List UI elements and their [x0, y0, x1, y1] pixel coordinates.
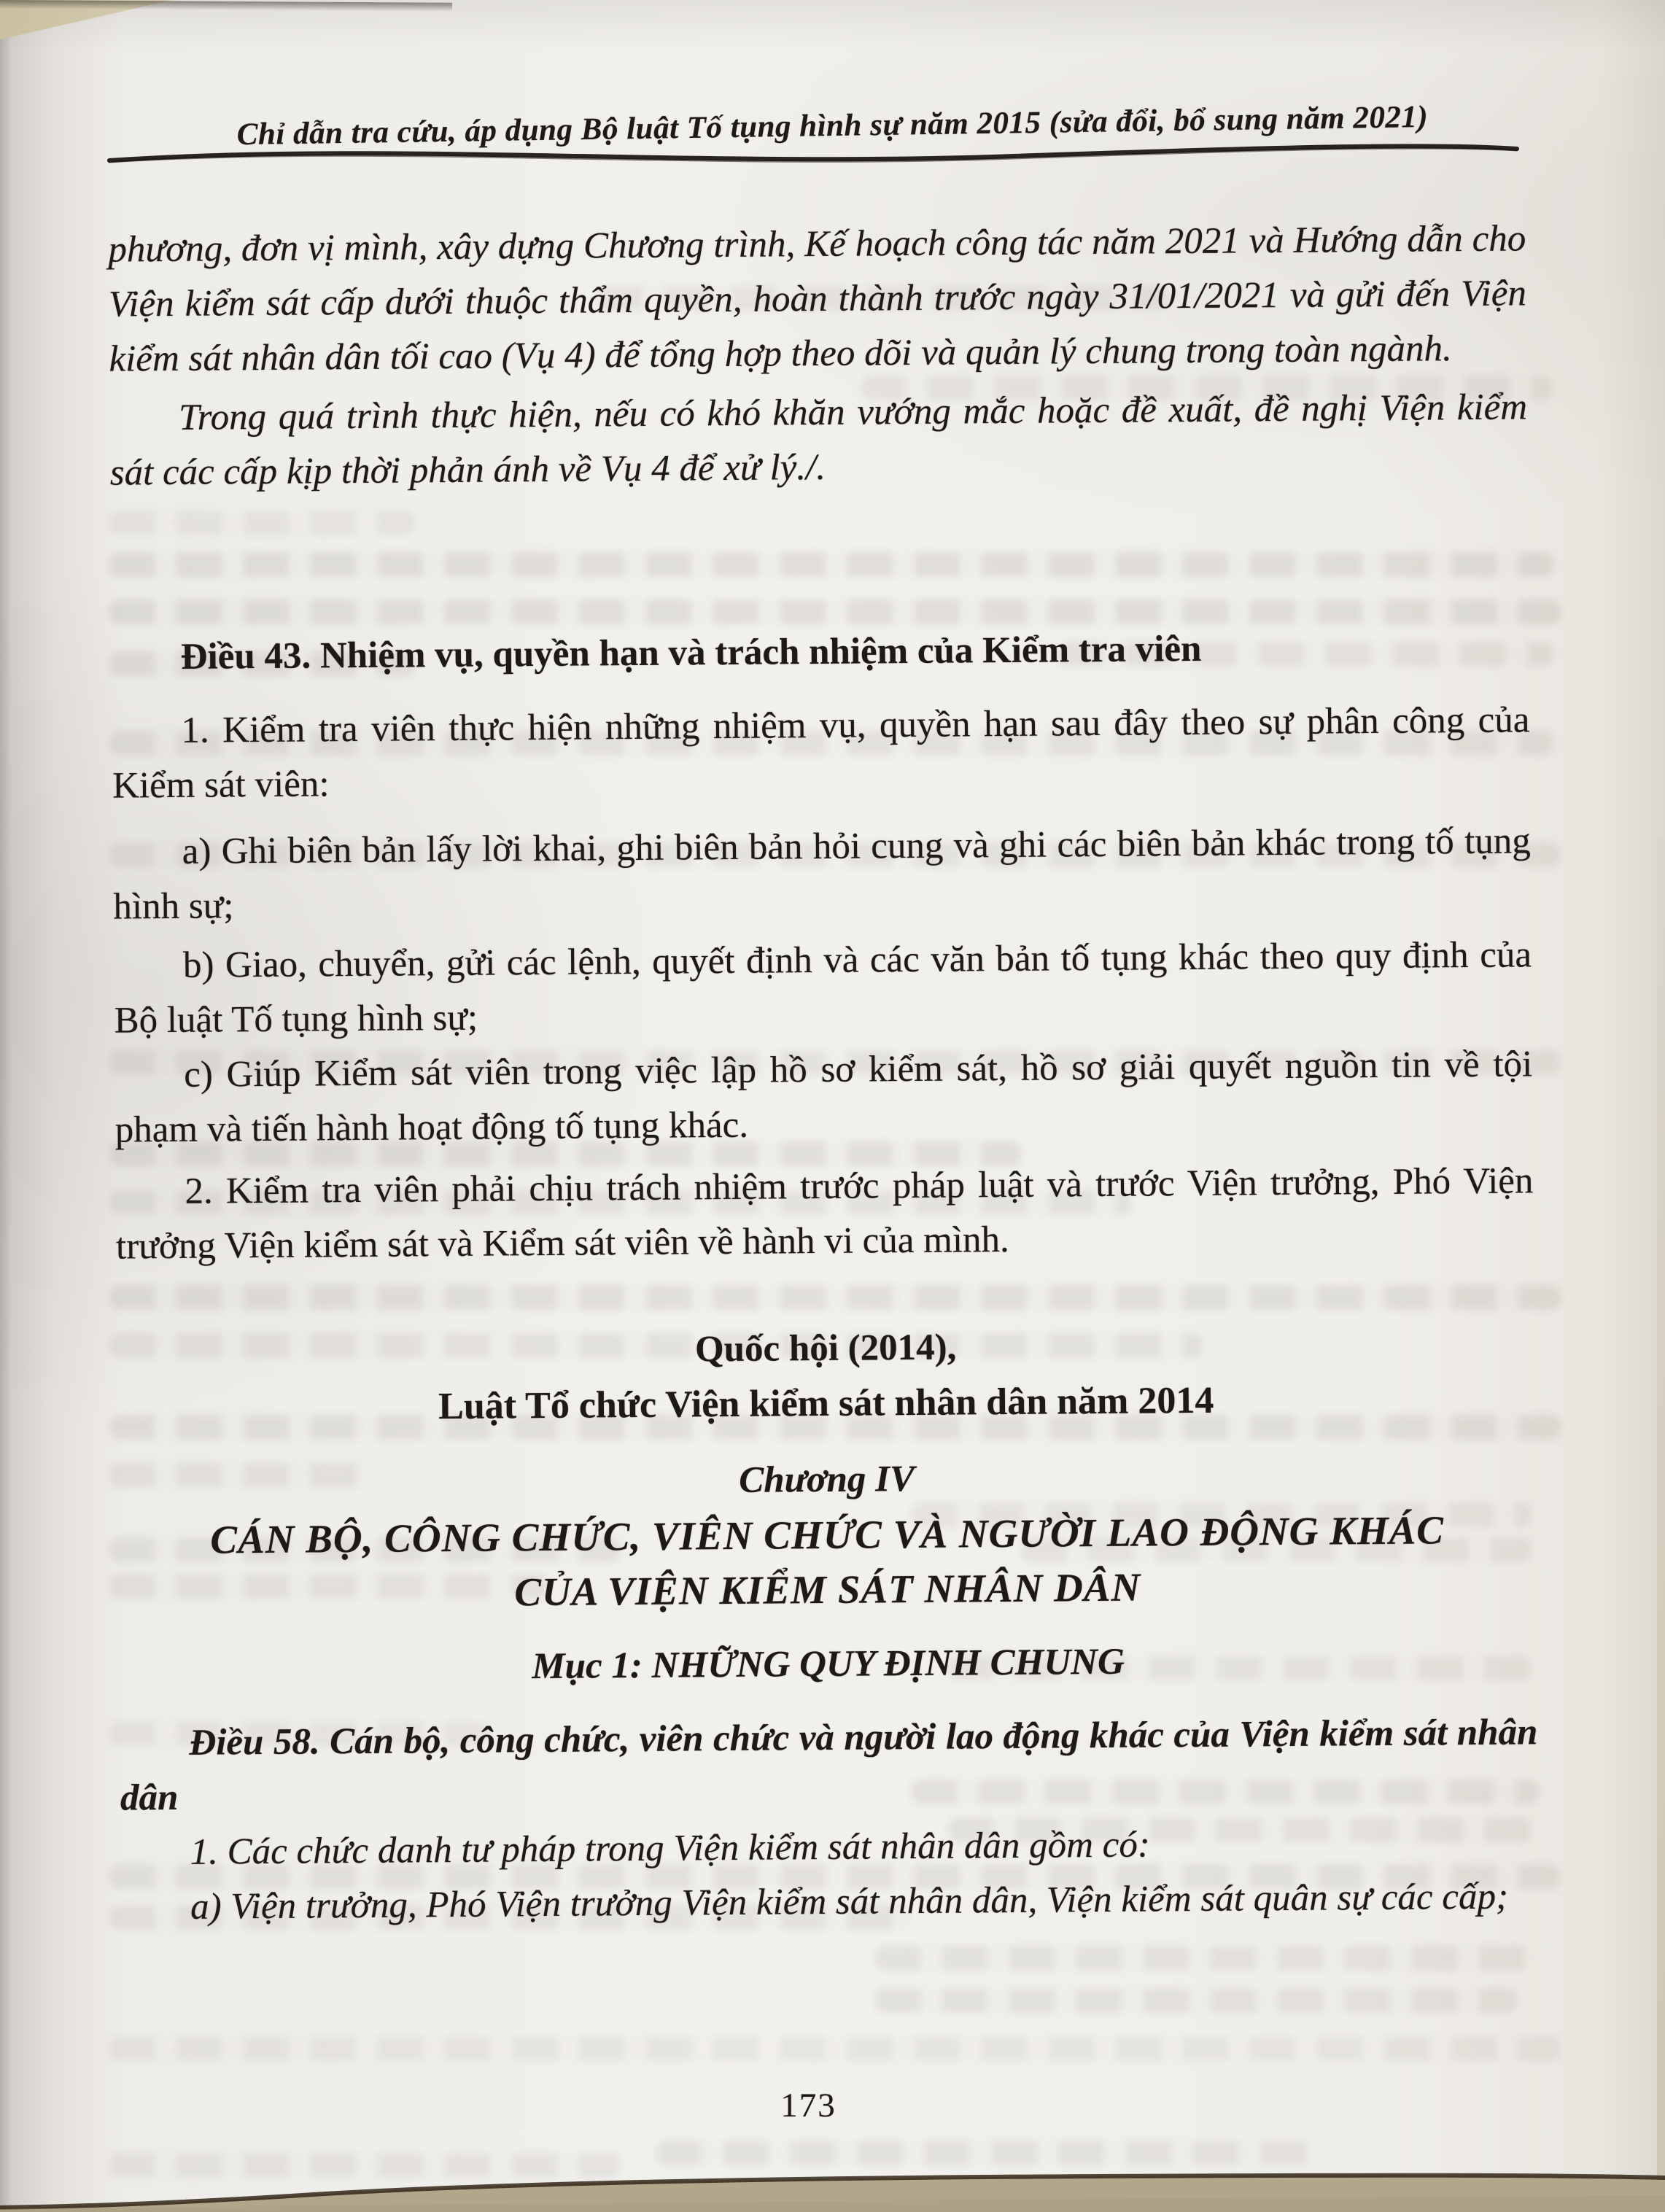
article-43-heading: Điều 43. Nhiệm vụ, quyền hạn và trách nhiệm của Kiểm tra viên [180, 628, 1202, 678]
bleedthrough-artifact [875, 1946, 1532, 1971]
section-1-heading: Mục 1: NHỮNG QUY ĐỊNH CHUNG [532, 1641, 1125, 1688]
header-rule [88, 136, 1539, 172]
article-58-heading: Điều 58. Cán bộ, công chức, viên chức và người lao động khác của Viện kiểm sát nhân dân [120, 1712, 1538, 1819]
law-title: Luật Tổ chức Viện kiểm sát nhân dân năm 2014 [438, 1379, 1214, 1428]
paragraph-continued: phương, đơn vị mình, xây dựng Chương trình, Kế hoạch công tác năm 2021 và Hướng dẫn cho Viện kiểm sát cấp dưới thuộc thẩm quyền, hoàn thành trước ngày 31/01/2021 và gửi đến Viện kiểm sát nhân dân tối cao (Vụ 4) để tổng hợp theo dõi và quản lý chung trong toàn ngành. [108, 218, 1527, 380]
bleedthrough-artifact [875, 1988, 1517, 2013]
article-58-point-a: a) Viện trưởng, Phó Viện trưởng Viện kiểm sát nhân dân, Viện kiểm sát quân sự các cấp; [190, 1876, 1509, 1928]
article-43-point-b: b) Giao, chuyển, gửi các lệnh, quyết định và các văn bản tố tụng khác theo quy định của Bộ luật Tố tụng hình sự; [114, 934, 1532, 1041]
desk-edge [0, 2157, 1665, 2212]
article-43-point-c: c) Giúp Kiểm sát viên trong việc lập hồ sơ kiểm sát, hồ sơ giải quyết nguồn tin về tội phạm và tiến hành hoạt động tố tụng khác. [115, 1044, 1533, 1151]
page-body [108, 212, 1539, 1935]
running-header: Chỉ dẫn tra cứu, áp dụng Bộ luật Tố tụng hình sự năm 2015 (sửa đổi, bổ sung năm 2021) [236, 99, 1429, 152]
chapter-title-line-1: CÁN BỘ, CÔNG CHỨC, VIÊN CHỨC VÀ NGƯỜI LAO ĐỘNG KHÁC [210, 1507, 1445, 1562]
article-43-clause-2: 2. Kiểm tra viên phải chịu trách nhiệm trước pháp luật và trước Viện trưởng, Phó Viện trưởng Viện kiểm sát và Kiểm sát viên về hành vi của mình. [115, 1160, 1534, 1268]
right-edge-shadow [1657, 839, 1665, 2212]
chapter-title-line-2: CỦA VIỆN KIỂM SÁT NHÂN DÂN [514, 1564, 1141, 1615]
source-authority: Quốc hội (2014), [694, 1327, 957, 1370]
page-number: 173 [780, 2087, 837, 2124]
bleedthrough-artifact [109, 2036, 1561, 2061]
paragraph-note: Trong quá trình thực hiện, nếu có khó khăn vướng mắc hoặc đề xuất, đề nghị Viện kiểm sát các cấp kịp thời phản ánh về Vụ 4 để xử lý./. [109, 387, 1528, 494]
article-43-clause-1: 1. Kiểm tra viên thực hiện những nhiệm vụ, quyền hạn sau đây theo sự phân công của Kiểm sát viên: [112, 699, 1530, 807]
chapter-number: Chương IV [738, 1459, 915, 1501]
article-58-clause-1: 1. Các chức danh tư pháp trong Viện kiểm sát nhân dân gồm có: [190, 1824, 1151, 1873]
article-43-point-a: a) Ghi biên bản lấy lời khai, ghi biên bản hỏi cung và ghi các biên bản khác trong tố tụng hình sự; [113, 820, 1531, 928]
